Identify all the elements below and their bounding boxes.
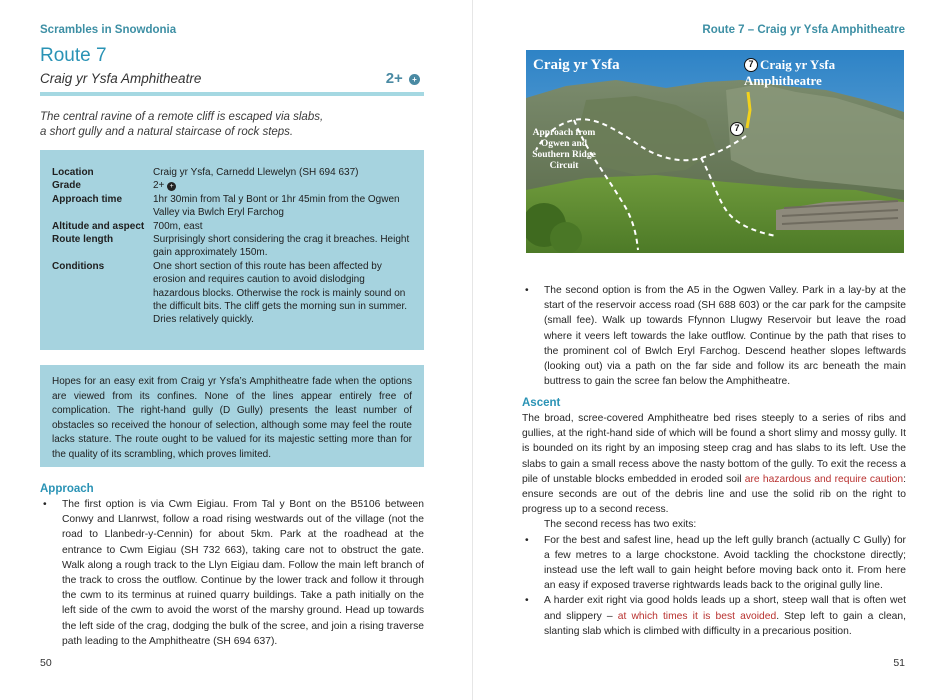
warning-text: are hazardous and require caution <box>744 473 904 485</box>
fact-label: Grade <box>52 180 81 192</box>
fact-row-approach-time <box>52 193 412 220</box>
intro-panel: Hopes for an easy exit from Craig yr Ysfa’s Amphitheatre fade when the options are viewed from its confines. None of the lines appear entirely free of complication. The right-hand gully (D Gully) presents the least number of obstacles so received the honour of selection, although some may feel the route lacks stature. The route ought to be valued for its majestic setting more than for the quality of its scrambling, which proves limited. <box>40 365 424 467</box>
fact-row-grade <box>52 179 412 192</box>
list-item <box>522 593 906 639</box>
photo-label-approach: Approach from Ogwen and Southern Ridge Circuit <box>532 128 596 171</box>
facts-panel <box>40 150 424 350</box>
fact-value <box>153 179 412 192</box>
right-page <box>472 0 945 700</box>
route-number-badge: 7 <box>744 58 758 72</box>
fact-row-location <box>52 166 412 179</box>
page-number-right: 51 <box>893 657 905 669</box>
running-head-right: Route 7 – Craig yr Ysfa Amphitheatre <box>702 24 905 36</box>
fact-label: Conditions <box>52 260 105 272</box>
fact-value: 700m, east <box>153 220 203 232</box>
fact-label: Approach time <box>52 193 123 205</box>
bullet-icon: • <box>525 595 529 607</box>
fact-value: One short section of this route has been affected by erosion and requires caution to avoid dislodging hazardous blocks. Otherwise the rock is mainly sound on the difficult bits. The cliff gets the morning sun in summer. Dries relatively quickly. <box>153 260 408 326</box>
bullet-icon: • <box>525 534 529 546</box>
fact-label: Route length <box>52 234 114 246</box>
route-number-marker: 7 <box>730 122 744 136</box>
crag-photo <box>526 50 904 253</box>
ogwen-bullet-text: The second option is from the A5 in the Ogwen Valley. Park in a lay-by at the start of the reservoir access road (SH 688 603) or the car park for the campsite (small fee). Walk up towards Ffynnon Llugwy Reservoir but leave the road where it veers left towards the lake outflow. Continue by the path that rises to the prominent col of Bwlch Eryl Farchog. Descend heather slopes leftwards (looking out) via a path on the far side and follow its arc beneath the main buttress to gain the scree fan below the Amphitheatre. <box>544 285 906 388</box>
plus-circle-icon: + <box>167 182 176 191</box>
list-item <box>40 497 424 649</box>
approach-bullet-text: The first option is via Cwm Eigiau. From Tal y Bont on the B5106 between Conwy and Llanrwst, follow a road rising westwards out of the village (not the road to Llanbedr-y-Cennin) for about 5km. Park at the roadhead at the entrance to Cwm Eigiau (SH 732 663), taking care not to obstruct the gate. Walk along a rough track to the Llyn Eigiau dam. Follow the main left branch of the track to cross the outflow. Continue by the lower track and follow it through the cwm to its terminus at ruined quarry buildings. Take a path initially on the left side of the cwm to avoid the worst of the marshy ground. Head up towards the left side of the crag, dodging the bulk of the scree, and join a rising traverse path leading to the Amphitheatre (SH 694 637). <box>62 499 424 647</box>
ascent-paragraph <box>522 411 906 517</box>
ascent-section <box>522 411 906 639</box>
photo-label-route <box>744 57 904 89</box>
grade-badge-value: 2+ <box>385 70 403 87</box>
list-item <box>522 283 906 389</box>
fact-label: Altitude and aspect <box>52 220 145 232</box>
route-subtitle: Craig yr Ysfa Amphitheatre <box>40 71 202 86</box>
ascent-text-1: The broad, scree-covered Amphitheatre bed rises steeply to a series of ribs and gullies, at the right-hand side of which will be found a short slimy and mossy gully. It is bounded on its right by an imposing steep crag and has slabs to its left. Use the slabs to gain a small recess above the nasty bottom of the gully. To exit the recess a pile of unstable blocks embedded in eroded soil <box>522 413 906 485</box>
exit-1-text: For the best and safest line, head up the left gully branch (actually C Gully) for a few metres to a large chockstone. Avoid tackling the chockstone directly; instead use the left wall to gain height before moving back onto it. From here an easy if exposed traverse rightwards leads back to the original gully line. <box>544 534 906 592</box>
ascent-heading: Ascent <box>522 397 561 409</box>
title-rule <box>40 92 424 96</box>
second-recess-text: The second recess has two exits: <box>544 519 697 531</box>
exit-2-text-a: A harder exit right via good holds leads up a short, steep wall that is often wet and slippery – <box>544 595 906 622</box>
ogwen-approach <box>522 283 906 389</box>
fact-row-altitude <box>52 220 412 233</box>
route-lead: The central ravine of a remote cliff is escaped via slabs, a short gully and a natural staircase of rock steps. <box>40 111 324 138</box>
grade-value: 2+ <box>153 180 165 192</box>
list-item <box>522 533 906 594</box>
fact-row-conditions <box>52 260 412 327</box>
photo-label-crag: Craig yr Ysfa <box>533 57 620 73</box>
fact-row-route-length <box>52 233 412 260</box>
grade-badge <box>386 70 420 87</box>
approach-heading: Approach <box>40 483 94 495</box>
running-head-left: Scrambles in Snowdonia <box>40 24 177 36</box>
warning-text: at which times it is best avoided <box>617 610 777 622</box>
fact-value: Craig yr Ysfa, Carnedd Llewelyn (SH 694 637) <box>153 167 359 178</box>
approach-section <box>40 497 424 649</box>
fact-value: Surprisingly short considering the crag it breaches. Height gain approximately 150m. <box>153 234 410 259</box>
left-page <box>0 0 472 700</box>
plus-circle-icon: + <box>409 74 420 85</box>
fact-value: 1hr 30min from Tal y Bont or 1hr 45min from the Ogwen Valley via Bwlch Eryl Farchog <box>153 193 400 219</box>
bullet-icon: • <box>525 285 529 296</box>
route-title: Route 7 <box>40 45 107 66</box>
photo-label-route-text: Craig yr Ysfa Amphitheatre <box>744 57 836 88</box>
exit-2-text-b: . Step left to gain a clean, slanting slab which is climbed with difficulty in a precarious position. <box>544 610 906 637</box>
bullet-icon: • <box>43 499 47 510</box>
fact-label: Location <box>52 167 94 178</box>
page-number-left: 50 <box>40 657 52 669</box>
ascent-text-2: : ensure seconds are out of the debris line and use the solid rib on the right to progress up to a second recess. <box>522 473 906 516</box>
